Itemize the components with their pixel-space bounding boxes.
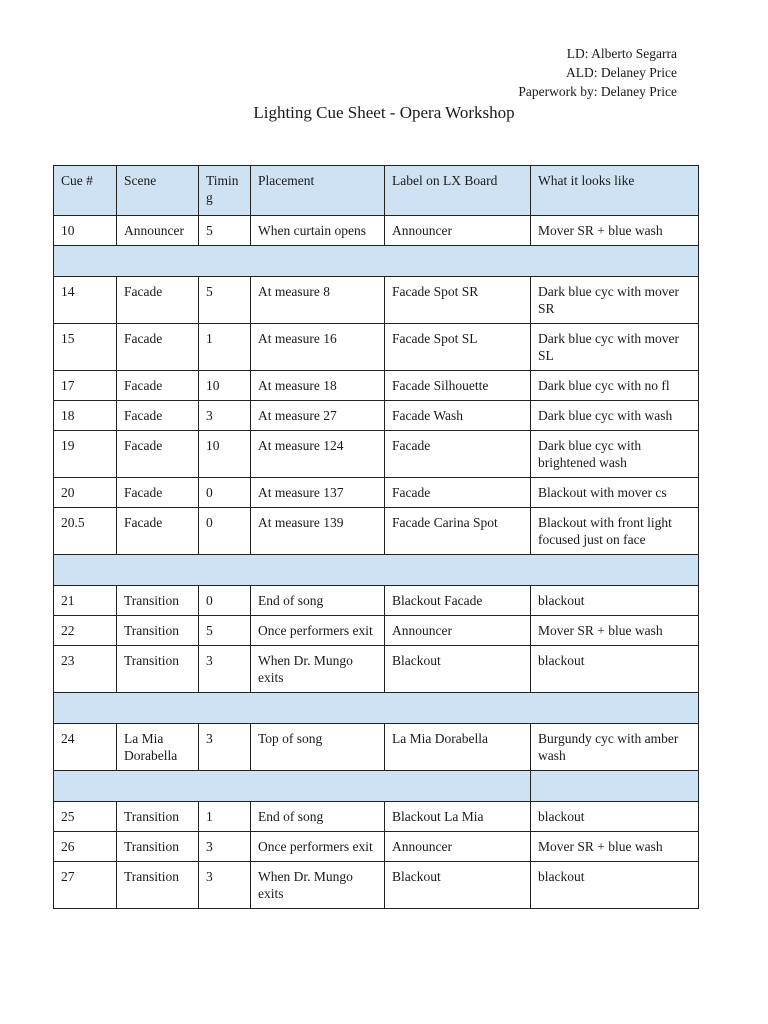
section-divider <box>54 246 699 277</box>
table-row <box>54 646 699 693</box>
cell-scene: Transition <box>117 586 199 616</box>
cell-cue: 24 <box>54 724 117 771</box>
table-row <box>54 508 699 555</box>
cell-look: Blackout with front light focused just on face <box>531 508 699 555</box>
cell-scene: Announcer <box>117 216 199 246</box>
cell-placement: Top of song <box>251 724 385 771</box>
cell-placement: At measure 16 <box>251 324 385 371</box>
cell-scene: Facade <box>117 401 199 431</box>
table-row <box>54 478 699 508</box>
cell-cue: 22 <box>54 616 117 646</box>
cell-cue: 27 <box>54 862 117 909</box>
cell-placement: When Dr. Mungo exits <box>251 646 385 693</box>
section-divider-row <box>54 771 699 802</box>
ld-credit: LD: Alberto Segarra <box>566 46 677 61</box>
credits-block <box>518 44 677 101</box>
cell-placement: When curtain opens <box>251 216 385 246</box>
section-divider <box>54 693 699 724</box>
ald-credit: ALD: Delaney Price <box>566 65 677 80</box>
cell-placement: At measure 124 <box>251 431 385 478</box>
cell-placement: End of song <box>251 802 385 832</box>
cell-cue: 19 <box>54 431 117 478</box>
cell-placement: Once performers exit <box>251 832 385 862</box>
cell-placement: At measure 8 <box>251 277 385 324</box>
cell-label: Facade Carina Spot <box>385 508 531 555</box>
cell-look: Dark blue cyc with brightened wash <box>531 431 699 478</box>
cell-timing: 3 <box>199 401 251 431</box>
cell-timing: 1 <box>199 802 251 832</box>
cell-label: Facade Silhouette <box>385 371 531 401</box>
cell-placement: At measure 27 <box>251 401 385 431</box>
cell-timing: 0 <box>199 508 251 555</box>
cell-scene: La Mia Dorabella <box>117 724 199 771</box>
cell-label: Blackout <box>385 646 531 693</box>
cell-look: blackout <box>531 646 699 693</box>
section-divider-row <box>54 555 699 586</box>
cell-label: Facade <box>385 478 531 508</box>
cell-look: Mover SR + blue wash <box>531 216 699 246</box>
cell-label: Announcer <box>385 616 531 646</box>
cell-look: Dark blue cyc with mover SL <box>531 324 699 371</box>
cell-scene: Facade <box>117 508 199 555</box>
cell-label: Facade Wash <box>385 401 531 431</box>
table-row <box>54 324 699 371</box>
cell-timing: 3 <box>199 832 251 862</box>
table-row <box>54 802 699 832</box>
cell-timing: 10 <box>199 431 251 478</box>
header-label: Label on LX Board <box>385 166 531 216</box>
cell-scene: Transition <box>117 616 199 646</box>
cell-cue: 20 <box>54 478 117 508</box>
cell-cue: 21 <box>54 586 117 616</box>
section-divider-row <box>54 246 699 277</box>
section-divider-row <box>54 693 699 724</box>
table-row <box>54 401 699 431</box>
cell-placement: When Dr. Mungo exits <box>251 862 385 909</box>
cell-cue: 17 <box>54 371 117 401</box>
cell-label: Announcer <box>385 832 531 862</box>
cell-label: La Mia Dorabella <box>385 724 531 771</box>
cell-label: Facade <box>385 431 531 478</box>
cell-timing: 1 <box>199 324 251 371</box>
section-divider <box>531 771 699 802</box>
cell-scene: Transition <box>117 802 199 832</box>
cell-cue: 23 <box>54 646 117 693</box>
header-timing: Timing <box>199 166 251 216</box>
cell-label: Facade Spot SL <box>385 324 531 371</box>
cell-label: Facade Spot SR <box>385 277 531 324</box>
cell-placement: At measure 137 <box>251 478 385 508</box>
cell-cue: 25 <box>54 802 117 832</box>
cell-cue: 18 <box>54 401 117 431</box>
cell-scene: Facade <box>117 431 199 478</box>
cell-timing: 5 <box>199 216 251 246</box>
cell-cue: 20.5 <box>54 508 117 555</box>
cell-scene: Facade <box>117 324 199 371</box>
cell-timing: 3 <box>199 724 251 771</box>
cell-timing: 0 <box>199 478 251 508</box>
cell-timing: 5 <box>199 277 251 324</box>
cell-look: Dark blue cyc with mover SR <box>531 277 699 324</box>
table-row <box>54 371 699 401</box>
cell-placement: At measure 18 <box>251 371 385 401</box>
cell-look: blackout <box>531 802 699 832</box>
table-header-row <box>54 166 699 216</box>
cell-scene: Facade <box>117 371 199 401</box>
cell-look: Dark blue cyc with wash <box>531 401 699 431</box>
cell-look: Mover SR + blue wash <box>531 616 699 646</box>
cell-timing: 3 <box>199 646 251 693</box>
cell-scene: Transition <box>117 862 199 909</box>
cell-label: Blackout <box>385 862 531 909</box>
cell-look: blackout <box>531 862 699 909</box>
cell-scene: Transition <box>117 832 199 862</box>
cell-look: Burgundy cyc with amber wash <box>531 724 699 771</box>
cue-table-container <box>53 165 698 909</box>
cell-placement: Once performers exit <box>251 616 385 646</box>
page-title: Lighting Cue Sheet - Opera Workshop <box>253 103 515 122</box>
cell-label: Blackout La Mia <box>385 802 531 832</box>
header-cue: Cue # <box>54 166 117 216</box>
cell-label: Blackout Facade <box>385 586 531 616</box>
cell-timing: 10 <box>199 371 251 401</box>
cell-look: Dark blue cyc with no fl <box>531 371 699 401</box>
cell-timing: 0 <box>199 586 251 616</box>
table-row <box>54 277 699 324</box>
table-row <box>54 586 699 616</box>
header-scene: Scene <box>117 166 199 216</box>
paperwork-credit: Paperwork by: Delaney Price <box>518 84 677 99</box>
cell-label: Announcer <box>385 216 531 246</box>
table-row <box>54 832 699 862</box>
cell-scene: Facade <box>117 277 199 324</box>
cell-placement: At measure 139 <box>251 508 385 555</box>
cell-scene: Transition <box>117 646 199 693</box>
cell-cue: 15 <box>54 324 117 371</box>
cue-table <box>53 165 699 909</box>
cell-cue: 26 <box>54 832 117 862</box>
table-row <box>54 431 699 478</box>
table-row <box>54 724 699 771</box>
table-row <box>54 216 699 246</box>
cell-scene: Facade <box>117 478 199 508</box>
cell-look: Mover SR + blue wash <box>531 832 699 862</box>
cell-timing: 3 <box>199 862 251 909</box>
header-look: What it looks like <box>531 166 699 216</box>
table-row <box>54 862 699 909</box>
section-divider <box>54 555 699 586</box>
table-row <box>54 616 699 646</box>
cell-placement: End of song <box>251 586 385 616</box>
cell-look: blackout <box>531 586 699 616</box>
section-divider <box>54 771 531 802</box>
cell-cue: 10 <box>54 216 117 246</box>
header-placement: Placement <box>251 166 385 216</box>
cell-timing: 5 <box>199 616 251 646</box>
cell-cue: 14 <box>54 277 117 324</box>
cell-look: Blackout with mover cs <box>531 478 699 508</box>
